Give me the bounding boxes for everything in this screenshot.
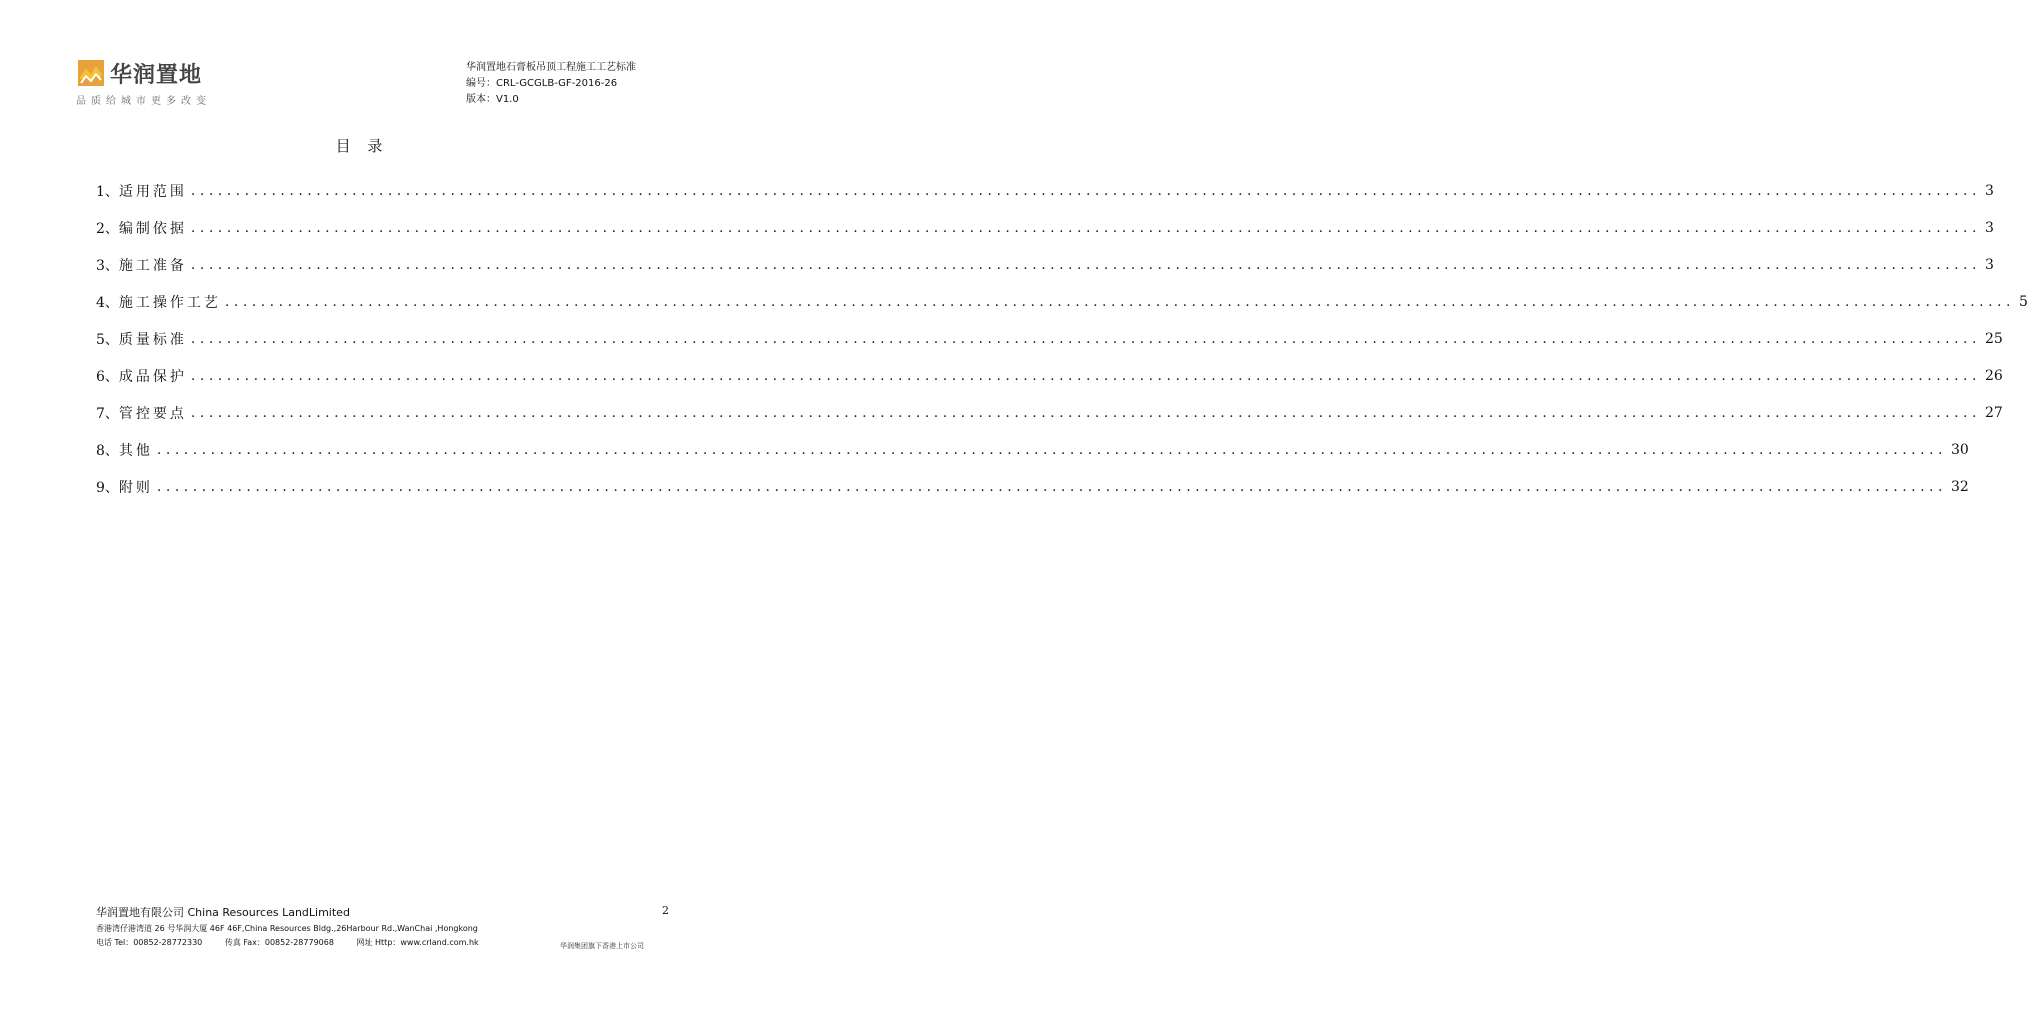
toc-leader-dots: ........................................................................................................................................................................................................: [224, 293, 2015, 310]
toc-leader-dots: ........................................................................................................................................................................................................: [190, 256, 1981, 273]
logo-mark-icon: [78, 60, 104, 86]
toc-item-page: 3: [1984, 182, 1994, 199]
toc-item-number: 3、: [96, 257, 119, 274]
footer-company: 华润置地有限公司 China Resources LandLimited: [96, 906, 350, 919]
toc-item-page: 32: [1950, 478, 1969, 495]
toc-leader-dots: ........................................................................................................................................................................................................: [190, 367, 1981, 384]
logo-slogan: 品质给城市更多改变: [76, 96, 211, 107]
toc-item-page: 5: [2018, 293, 2028, 310]
toc-item-number: 8、: [96, 442, 119, 459]
toc-item-number: 6、: [96, 368, 119, 385]
toc-item[interactable]: [96, 172, 1994, 209]
toc-item-label: 适用范围: [118, 183, 187, 200]
toc-item-number: 1、: [96, 183, 119, 200]
toc-item-page: 25: [1984, 330, 2003, 347]
toc-leader-dots: ........................................................................................................................................................................................................: [190, 404, 1981, 421]
footer-fax: 传真 Fax：00852-28779068: [224, 938, 334, 947]
toc-item-page: 27: [1984, 404, 2003, 421]
toc-item-label: 成品保护: [118, 368, 187, 385]
toc-item-label: 施工准备: [118, 257, 187, 274]
toc-item[interactable]: [96, 320, 2003, 357]
toc-item[interactable]: [96, 468, 1969, 505]
toc-item[interactable]: [96, 209, 1994, 246]
toc-item-label: 质量标准: [118, 331, 187, 348]
toc-item-label: 其他: [118, 442, 153, 459]
toc-item-page: 30: [1950, 441, 1969, 458]
toc-item-label: 编制依据: [118, 220, 187, 237]
toc-item-number: 4、: [96, 294, 119, 311]
document-number: 编号：CRL-GCGLB-GF-2016-26: [466, 78, 618, 89]
toc-item[interactable]: [96, 431, 1969, 468]
document-header-info: [466, 60, 636, 108]
toc-item[interactable]: [96, 357, 2003, 394]
toc-item-label: 管控要点: [118, 405, 187, 422]
toc-item-number: 5、: [96, 331, 119, 348]
toc-item-number: 7、: [96, 405, 119, 422]
toc-leader-dots: ........................................................................................................................................................................................................: [190, 182, 1981, 199]
document-title: 华润置地石膏板吊顶工程施工工艺标准: [466, 62, 636, 73]
toc-item-label: 附则: [118, 479, 153, 496]
toc-item-page: 26: [1984, 367, 2003, 384]
toc-item[interactable]: [96, 283, 2028, 320]
table-of-contents: [96, 172, 2028, 505]
toc-leader-dots: ........................................................................................................................................................................................................: [156, 478, 1947, 495]
toc-item-number: 2、: [96, 220, 119, 237]
footer-note: 华润集团旗下香港上市公司: [560, 942, 644, 950]
toc-leader-dots: ........................................................................................................................................................................................................: [156, 441, 1947, 458]
footer-address: 香港湾仔港湾道 26 号华润大厦 46F 46F,China Resources Bldg.,26Harbour Rd.,WanChai ,Hongkong: [96, 924, 478, 933]
toc-item-page: 3: [1984, 219, 1994, 236]
toc-item[interactable]: [96, 246, 1994, 283]
toc-item-page: 3: [1984, 256, 1994, 273]
footer-web[interactable]: 网址 Http：www.crland.com.hk: [356, 938, 479, 947]
document-version: 版本：V1.0: [466, 94, 519, 105]
toc-item-number: 9、: [96, 479, 119, 496]
toc-item[interactable]: [96, 394, 2003, 431]
logo-name: 华润置地: [110, 63, 203, 88]
toc-item-label: 施工操作工艺: [118, 294, 221, 311]
toc-leader-dots: ........................................................................................................................................................................................................: [190, 330, 1981, 347]
toc-leader-dots: ........................................................................................................................................................................................................: [190, 219, 1981, 236]
toc-title: 目 录: [335, 137, 389, 155]
footer-tel: 电话 Tel：00852-28772330: [96, 938, 203, 947]
page-number: 2: [662, 904, 669, 917]
